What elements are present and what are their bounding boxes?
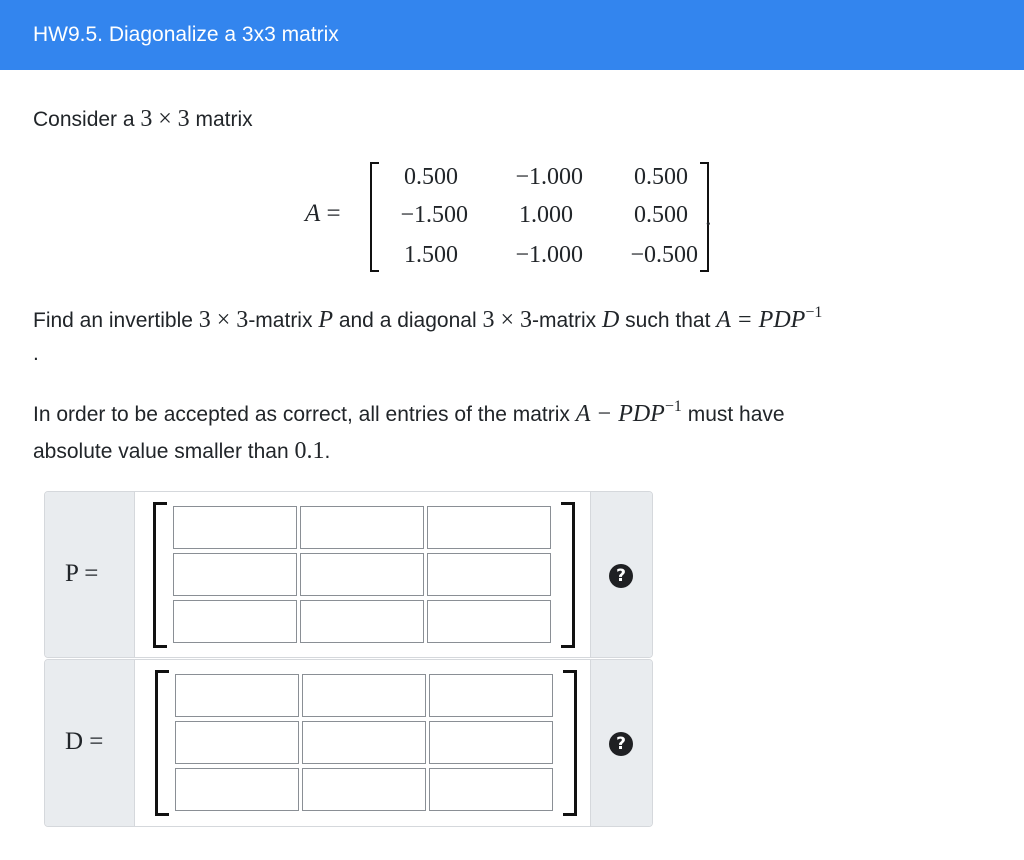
p-entry-1-3[interactable] — [427, 506, 551, 549]
find-text-dot: . — [33, 342, 39, 365]
d-entry-3-3[interactable] — [429, 768, 553, 811]
help-icon[interactable]: ? — [609, 564, 633, 588]
matrix-cell: 0.500 — [404, 164, 458, 190]
matrix-cell: −1.000 — [515, 164, 583, 190]
p-entry-1-1[interactable] — [173, 506, 297, 549]
d-entry-1-1[interactable] — [175, 674, 299, 717]
answer-p-group — [44, 491, 653, 658]
d-entry-3-2[interactable] — [302, 768, 426, 811]
d-left-bracket — [155, 670, 169, 816]
matrix-cell: 1.500 — [404, 242, 458, 268]
matrix-cell: 1.000 — [519, 202, 573, 228]
d-help-box — [590, 660, 652, 826]
answer-d-label-box — [45, 660, 135, 826]
p-entry-3-2[interactable] — [300, 600, 424, 643]
p-entry-1-2[interactable] — [300, 506, 424, 549]
d-entry-2-1[interactable] — [175, 721, 299, 764]
matrix-cell: −1.500 — [400, 202, 468, 228]
p-left-bracket — [153, 502, 167, 648]
d-entry-1-3[interactable] — [429, 674, 553, 717]
accept-text-line1: In order to be accepted as correct, all entries of the matrix $A - PDP^{-1}$ must have — [33, 398, 785, 427]
page-header — [0, 0, 1024, 70]
answer-p-label: P = — [65, 560, 99, 587]
page-title: HW9.5. Diagonalize a 3x3 matrix — [33, 23, 339, 46]
answer-d-group — [44, 659, 653, 827]
p-entry-2-2[interactable] — [300, 553, 424, 596]
d-right-bracket — [563, 670, 577, 816]
p-entry-2-3[interactable] — [427, 553, 551, 596]
answer-d-label: D = — [65, 728, 104, 755]
help-icon[interactable]: ? — [609, 732, 633, 756]
matrix-cell: 0.500 — [634, 164, 688, 190]
p-entry-2-1[interactable] — [173, 553, 297, 596]
d-entry-3-1[interactable] — [175, 768, 299, 811]
matrix-a-equation: A = 0.500 −1.000 0.500 −1.500 1.000 0.500 1.500 −1.000 −0.500 . — [300, 158, 740, 276]
intro-text: Consider a 3 × 3 matrix — [33, 106, 253, 132]
d-entry-2-2[interactable] — [302, 721, 426, 764]
p-entry-3-1[interactable] — [173, 600, 297, 643]
matrix-cell: 0.500 — [634, 202, 688, 228]
p-help-box — [590, 492, 652, 657]
p-entry-3-3[interactable] — [427, 600, 551, 643]
answer-p-label-box — [45, 492, 135, 657]
matrix-cell: −0.500 — [630, 242, 698, 268]
matrix-cell: −1.000 — [515, 242, 583, 268]
d-entry-2-3[interactable] — [429, 721, 553, 764]
d-entry-1-2[interactable] — [302, 674, 426, 717]
find-text: Find an invertible 3 × 3-matrix P and a diagonal 3 × 3-matrix D such that $A = PDP^{-1}$ — [33, 304, 823, 333]
accept-text-line2: absolute value smaller than 0.1. — [33, 438, 331, 464]
p-right-bracket — [561, 502, 575, 648]
